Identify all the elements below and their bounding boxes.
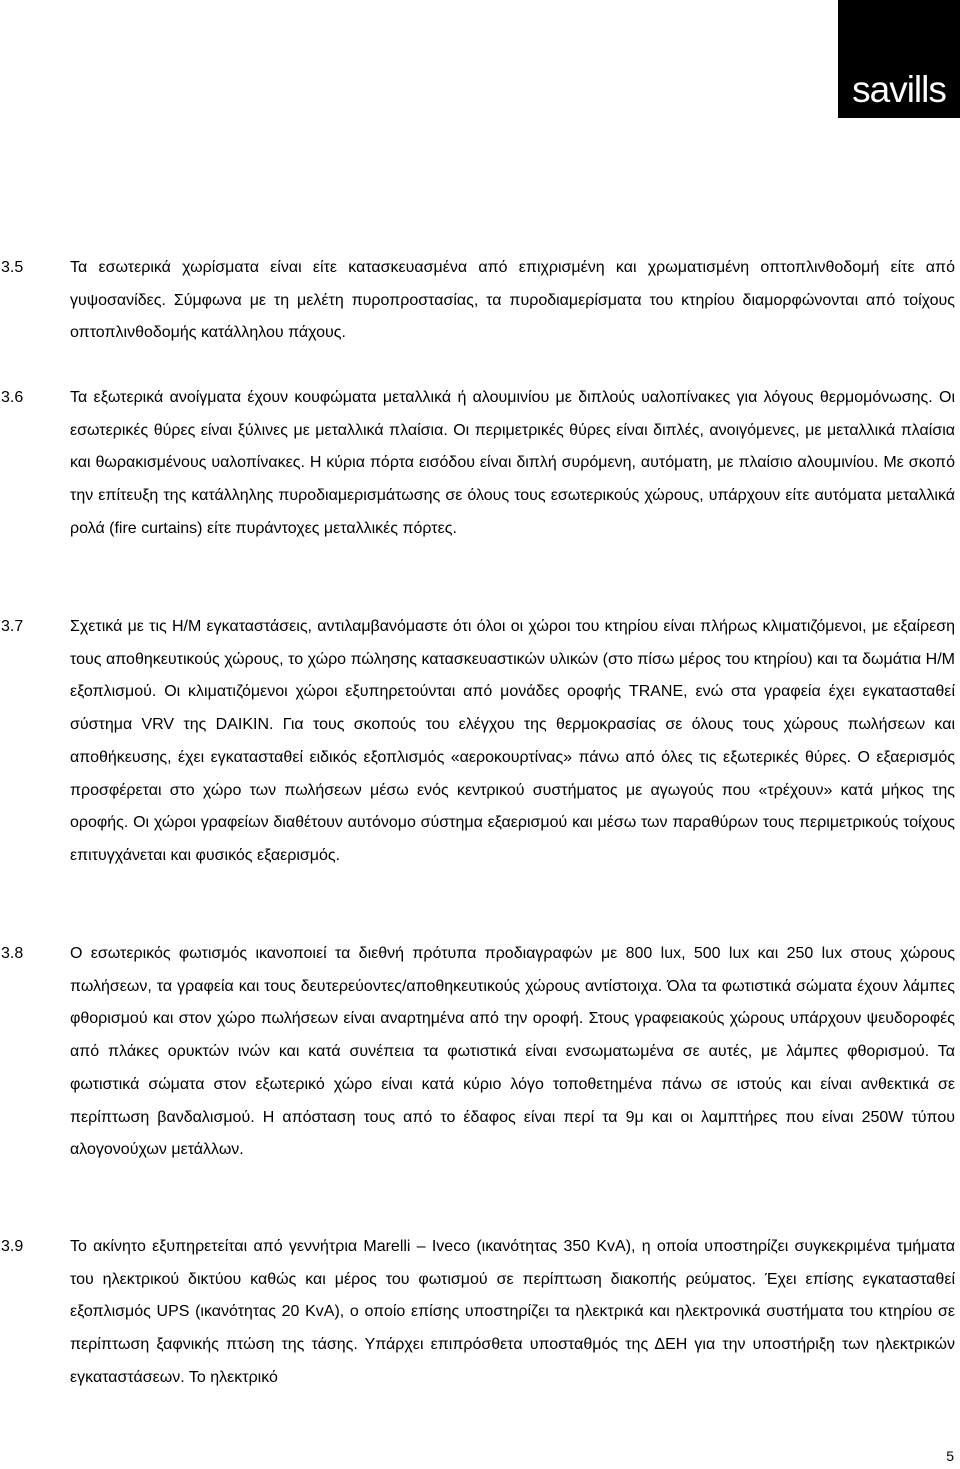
logo-text: savills — [852, 69, 946, 110]
section-text: Το ακίνητο εξυπηρετείται από γεννήτρια Marelli – Iveco (ικανότητας 350 KvA), η οποία υποστηρίζει συγκεκριμένα τμήματα του ηλεκτρικού δικτύου καθώς και μέρος του φωτισμού σε περίπτωση διακοπής ρεύματος. Έχει επίσης εγκατασταθεί εξοπλισμός UPS (ικανότητας 20 KvA), ο οποίο επίσης υποστηρίζει τα ηλεκτρικά και ηλεκτρονικά συστήματα του κτηρίου σε περίπτωση ξαφνικής πτώση της τάσης. Υπάρχει επιπρόσθετα υποσταθμός της ΔΕΗ για την υποστήριξη των ηλεκτρικών εγκαταστάσεων. Το ηλεκτρικό — [70, 1238, 955, 1386]
section-number: 3.8 — [1, 945, 24, 962]
section-number: 3.7 — [1, 618, 24, 635]
page-number: 5 — [946, 1448, 954, 1464]
section-number: 3.6 — [1, 389, 24, 406]
section-text: Τα εσωτερικά χωρίσματα είναι είτε κατασκευασμένα από επιχρισμένη και χρωματισμένη οπτοπλινθοδομή είτε από γυψοσανίδες. Σύμφωνα με τη μελέτη πυροπροστασίας, τα πυροδιαμερίσματα του κτηρίου διαμορφώνονται από τοίχους οπτοπλινθοδομής κατάλληλου πάχους. — [70, 259, 955, 342]
savills-logo — [838, 0, 960, 118]
section-number: 3.9 — [1, 1238, 24, 1255]
section-text: Τα εξωτερικά ανοίγματα έχουν κουφώματα μεταλλικά ή αλουμινίου με διπλούς υαλοπίνακες για λόγους θερμομόνωσης. Οι εσωτερικές θύρες είναι ξύλινες με μεταλλικά πλαίσια. Οι περιμετρικές θύρες είναι διπλές, ανοιγόμενες, με μεταλλικά πλαίσια και θωρακισμένους υαλοπίνακες. Η κύρια πόρτα εισόδου είναι διπλή συρόμενη, αυτόματη, με πλαίσιο αλουμινίου. Με σκοπό την επίτευξη της κατάλληλης πυροδιαμερισμάτωσης σε όλους τους εσωτερικούς χώρους, υπάρχουν είτε αυτόματα μεταλλικά ρολά (fire curtains) είτε πυράντοχες μεταλλικές πόρτες. — [70, 389, 955, 537]
section-number: 3.5 — [1, 259, 24, 276]
section-text: Ο εσωτερικός φωτισμός ικανοποιεί τα διεθνή πρότυπα προδιαγραφών με 800 lux, 500 lux και 250 lux στους χώρους πωλήσεων, τα γραφεία και τους δευτερεύοντες/αποθηκευτικούς χώρους αντίστοιχα. Όλα τα φωτιστικά σώματα έχουν λάμπες φθορισμού και στον χώρο πωλήσεων είναι αναρτημένα από την οροφή. Στους γραφειακούς χώρους υπάρχουν ψευδοροφές από πλάκες ορυκτών ινών και κατά συνέπεια τα φωτιστικά είναι ενσωματωμένα σε αυτές, με λάμπες φθορισμού. Τα φωτιστικά σώματα στον εξωτερικό χώρο είναι κατά κύριο λόγο τοποθετημένα πάνω σε ιστούς και είναι ανθεκτικά σε περίπτωση βανδαλισμού. Η απόσταση τους από το έδαφος είναι περί τα 9μ και οι λαμπτήρες που είναι 250W τύπου αλογονούχων μετάλλων. — [70, 945, 955, 1159]
section-text: Σχετικά με τις Η/Μ εγκαταστάσεις, αντιλαμβανόμαστε ότι όλοι οι χώροι του κτηρίου είναι πλήρως κλιματιζόμενοι, με εξαίρεση τους αποθηκευτικούς χώρους, το χώρο πώλησης κατασκευαστικών υλικών (στο πίσω μέρος του κτηρίου) και τα δωμάτια Η/Μ εξοπλισμού. Οι κλιματιζόμενοι χώροι εξυπηρετούνται από μονάδες οροφής TRANE, ενώ στα γραφεία έχει εγκατασταθεί σύστημα VRV της DAIKIN. Για τους σκοπούς του ελέγχου της θερμοκρασίας σε όλους τους χώρους πωλήσεων και αποθήκευσης, έχει εγκατασταθεί ειδικός εξοπλισμός «αεροκουρτίνας» πάνω από όλες τις εξωτερικές θύρες. Ο εξαερισμός προσφέρεται στο χώρο των πωλήσεων μέσω ενός κεντρικού συστήματος με αγωγούς που «τρέχουν» κατά μήκος της οροφής. Οι χώροι γραφείων διαθέτουν αυτόνομο σύστημα εξαερισμού και μέσω των παραθύρων τους περιμετρικούς τοίχους επιτυγχάνεται και φυσικός εξαερισμός. — [70, 618, 955, 864]
